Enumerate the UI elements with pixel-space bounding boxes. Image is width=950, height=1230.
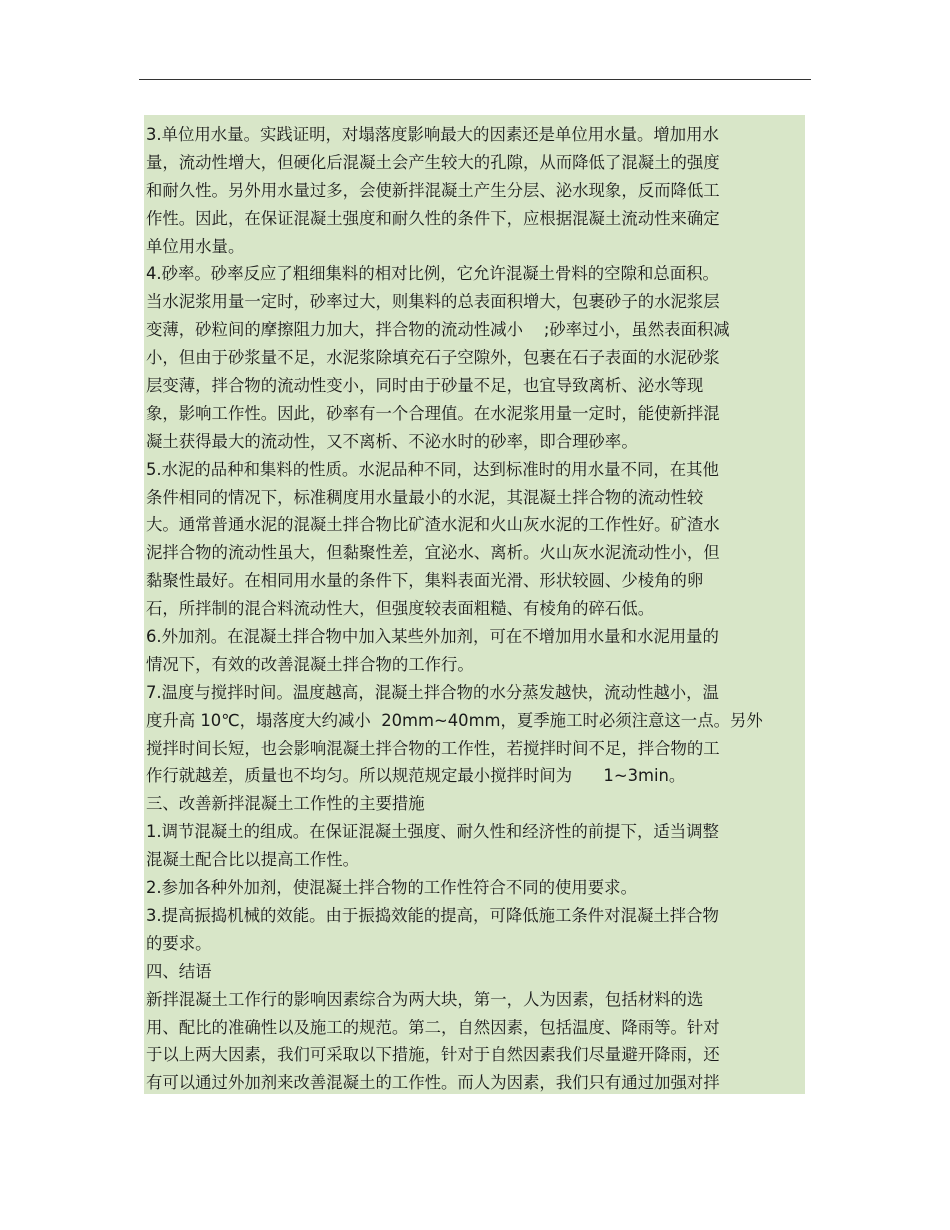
text-line: 新拌混凝土工作行的影响因素综合为两大块，第一，人为因素，包括材料的选	[146, 989, 704, 1009]
section-heading: 三、改善新拌混凝土工作性的主要措施	[146, 794, 425, 814]
text-line: 单位用水量。	[146, 236, 245, 256]
text-lines	[146, 121, 826, 1097]
text-line: 凝土获得最大的流动性，又不离析、不泌水时的砂率，即合理砂率。	[146, 431, 638, 451]
text-line: 条件相同的情况下，标准稠度用水量最小的水泥，其混凝土拌合物的流动性较	[146, 487, 704, 507]
text-line: 泥拌合物的流动性虽大，但黏聚性差，宜泌水、离析。火山灰水泥流动性小，但	[146, 543, 720, 563]
text-line: 4.砂率。砂率反应了粗细集料的相对比例，它允许混凝土骨料的空隙和总面积。	[146, 264, 719, 284]
text-line: 2.参加各种外加剂，使混凝土拌合物的工作性符合不同的使用要求。	[146, 878, 637, 898]
text-line: 大。通常普通水泥的混凝土拌合物比矿渣水泥和火山灰水泥的工作性好。矿渣水	[146, 515, 720, 535]
text-line: 黏聚性最好。在相同用水量的条件下，集料表面光滑、形状较圆、少棱角的卵	[146, 571, 704, 591]
text-line: 1.调节混凝土的组成。在保证混凝土强度、耐久性和经济性的前提下，适当调整	[146, 822, 719, 842]
text-line: 情况下，有效的改善混凝土拌合物的工作行。	[146, 654, 474, 674]
text-line: 5.水泥的品种和集料的性质。水泥品种不同，达到标准时的用水量不同，在其他	[146, 459, 719, 479]
text-line: 层变薄，拌合物的流动性变小，同时由于砂量不足，也宜导致离析、泌水等现	[146, 376, 704, 396]
text-line: 于以上两大因素，我们可采取以下措施，针对于自然因素我们尽量避开降雨，还	[146, 1045, 720, 1065]
text-line: 有可以通过外加剂来改善混凝土的工作性。而人为因素，我们只有通过加强对拌	[146, 1073, 720, 1093]
text-line: 作性。因此，在保证混凝土强度和耐久性的条件下，应根据混凝土流动性来确定	[146, 208, 720, 228]
text-line: 象，影响工作性。因此，砂率有一个合理值。在水泥浆用量一定时，能使新拌混	[146, 403, 720, 423]
text-line: 石，所拌制的混合料流动性大，但强度较表面粗糙、有棱角的碎石低。	[146, 599, 655, 619]
text-line: 3.单位用水量。实践证明，对塌落度影响最大的因素还是单位用水量。增加用水	[146, 125, 719, 144]
text-line: 的要求。	[146, 933, 212, 953]
text-block	[144, 115, 805, 1094]
section-heading: 四、结语	[146, 961, 212, 981]
text-line: 当水泥浆用量一定时，砂率过大，则集料的总表面积增大，包裹砂子的水泥浆层	[146, 292, 720, 312]
text-line: 7.温度与搅拌时间。温度越高，混凝土拌合物的水分蒸发越快，流动性越小，温	[146, 682, 719, 702]
text-line: 3.提高振捣机械的效能。由于振捣效能的提高，可降低施工条件对混凝土拌合物	[146, 905, 719, 925]
header-rule	[139, 79, 811, 80]
text-line: 量，流动性增大，但硬化后混凝土会产生较大的孔隙，从而降低了混凝土的强度	[146, 152, 720, 172]
text-line: 和耐久性。另外用水量过多，会使新拌混凝土产生分层、泌水现象，反而降低工	[146, 180, 720, 200]
text-line: 用、配比的准确性以及施工的规范。第二，自然因素，包括温度、降雨等。针对	[146, 1017, 720, 1037]
text-line: 变薄，砂粒间的摩擦阻力加大，拌合物的流动性减小 ;砂率过小，虽然表面积减	[146, 320, 730, 340]
text-line: 搅拌时间长短，也会影响混凝土拌合物的工作性，若搅拌时间不足，拌合物的工	[146, 738, 720, 758]
text-line: 度升高 10℃，塌落度大约减小 20mm~40mm，夏季施工时必须注意这一点。另外	[146, 710, 763, 730]
text-line: 小，但由于砂浆量不足，水泥浆除填充石子空隙外，包裹在石子表面的水泥砂浆	[146, 348, 720, 368]
text-line: 作行就越差，质量也不均匀。所以规范规定最小搅拌时间为 1~3min。	[146, 766, 686, 786]
text-line: 6.外加剂。在混凝土拌合物中加入某些外加剂，可在不增加用水量和水泥用量的	[146, 627, 719, 647]
text-line: 混凝土配合比以提高工作性。	[146, 850, 360, 870]
